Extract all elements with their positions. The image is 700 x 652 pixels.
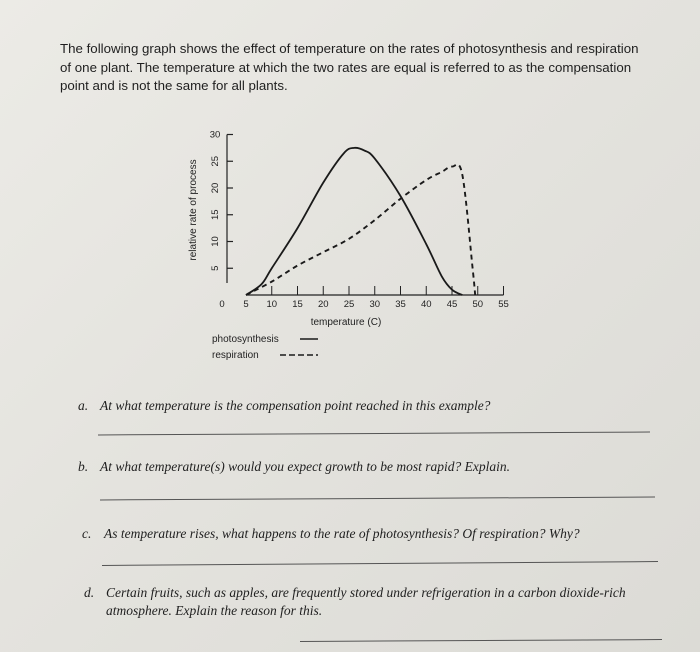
question-a-text: At what temperature is the compensation point reached in this example? [100,398,491,413]
question-b [78,458,660,476]
y-tick-label-10: 10 [210,236,221,247]
question-d-letter: d. [84,585,95,600]
question-c-text: As temperature rises, what happens to the rate of photosynthesis? Of respiration? Why? [104,526,580,541]
x-tick-label-0: 0 [219,299,225,310]
x-tick-label-25: 25 [343,299,355,310]
x-tick-label-20: 20 [317,299,329,310]
series-line-photosynthesis [246,148,462,295]
y-tick-label-25: 25 [210,155,221,167]
x-tick-label-45: 45 [446,299,458,310]
answer-line-c [102,561,658,566]
y-tick-label-20: 20 [210,182,221,194]
x-tick-label-10: 10 [266,299,278,310]
y-tick-label-30: 30 [209,129,221,141]
legend-label-photosynthesis: photosynthesis [212,334,279,345]
x-tick-label-15: 15 [292,299,303,310]
question-a-letter: a. [78,398,89,413]
x-tick-label-30: 30 [369,299,381,310]
x-tick-label-40: 40 [420,299,432,310]
x-tick-label-35: 35 [395,299,406,310]
y-axis-label: relative rate of process [188,159,199,261]
question-a [78,397,660,415]
question-c [82,525,664,543]
x-tick-label-50: 50 [472,299,484,310]
answer-line-a [98,432,650,436]
answer-line-b [100,497,655,501]
answer-line-d [300,639,662,642]
question-c-letter: c. [82,526,92,541]
x-tick-label-5: 5 [243,299,249,310]
y-tick-label-5: 5 [210,265,221,271]
question-b-letter: b. [78,459,89,474]
intro-paragraph: The following graph shows the effect of temperature on the rates of photosynthesis and respiration of one plant. The temperature at which the two rates are equal is referred to as the compensation point and is not the same for all plants. [60,41,639,93]
legend-label-respiration: respiration [212,350,259,361]
question-d-text: Certain fruits, such as apples, are frequently stored under refrigeration in a carbon dioxide-rich atmosphere. Explain the reason for this. [106,585,626,618]
x-axis-label: temperature (C) [310,317,382,328]
question-b-text: At what temperature(s) would you expect growth to be most rapid? Explain. [100,459,510,474]
x-tick-label-55: 55 [498,299,509,310]
question-d [84,584,671,620]
y-tick-label-15: 15 [210,209,221,221]
